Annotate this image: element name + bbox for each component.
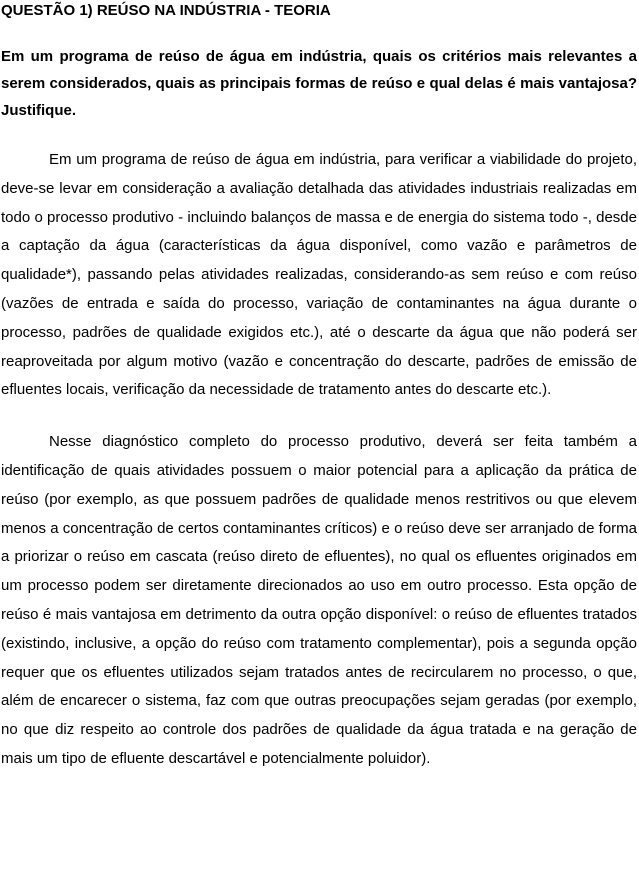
answer-paragraph-1: Em um programa de reúso de água em indústria, para verificar a viabilidade do projeto, deve-se levar em consideração a avaliação detalhada das atividades industriais realizadas em todo o processo produtivo - incluindo balanços de massa e de energia do sistema todo -, desde a captação da água (características da água disponível, como vazão e parâmetros de qualidade*), passando pelas atividades realizadas, considerando-as sem reúso e com reúso (vazões de entrada e saída do processo, variação de contaminantes na água durante o processo, padrões de qualidade exigidos etc.), até o descarte da água que não poderá ser reaproveitada por algum motivo (vazão e concentração do descarte, padrões de emissão de efluentes locais, verificação da necessidade de tratamento antes do descarte etc.). [1, 151, 637, 399]
answer-paragraph-2: Nesse diagnóstico completo do processo produtivo, deverá ser feita também a identificação de quais atividades possuem o maior potencial para a aplicação da prática de reúso (por exemplo, as que possuem padrões de qualidade menos restritivos ou que elevem menos a concentração de certos contaminantes críticos) e o reúso deve ser arranjado de forma a priorizar o reúso em cascata (reúso direto de efluentes), no qual os efluentes originados em um processo podem ser diretamente direcionados ao uso em outro processo. Esta opção de reúso é mais vantajosa em detrimento da outra opção disponível: o reúso de efluentes tratados (existindo, inclusive, a opção do reúso com tratamento complementar), pois a segunda opção requer que os efluentes utilizados sejam tratados antes de recircularem no processo, o que, além de encarecer o sistema, faz com que outras preocupações sejam geradas (por exemplo, no que diz respeito ao controle dos padrões de qualidade da água tratada e na geração de mais um tipo de efluente descartável e potencialmente poluidor). [1, 433, 637, 767]
question-heading: QUESTÃO 1) REÚSO NA INDÚSTRIA - TEORIA [1, 2, 331, 19]
question-text: Em um programa de reúso de água em indústria, quais os critérios mais relevantes a serem considerados, quais as principais formas de reúso e qual delas é mais vantajosa? Justifique. [1, 48, 637, 119]
